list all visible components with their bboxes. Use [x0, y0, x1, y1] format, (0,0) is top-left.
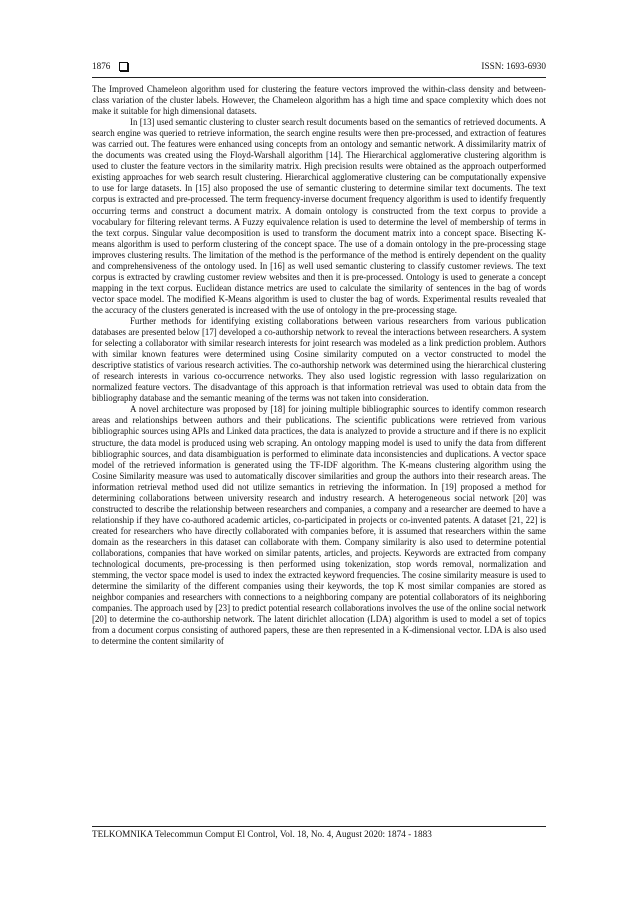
checkbox-square-icon — [119, 62, 128, 71]
footer-divider — [92, 826, 546, 827]
paragraph: Further methods for identifying existing collaborations between various researchers from various publication databases are presented below [17] developed a co-authorship network to reveal the interactions between researchers. A system for selecting a collaborator with similar research interests for joint research was modeled as a link prediction problem. Authors with similar known features were determined using Cosine similarity computed on a vector constructed to model the descriptive statistics of various research activities. The co-authorship network was determined using the hierarchical clustering of research interests in various co-occurrence networks. They also used logistic regression with lasso regularization on normalized feature vectors. The disadvantage of this approach is that information retrieval was used to obtain data from the bibliography database and the semantic meaning of the terms was not taken into consideration. — [92, 315, 546, 404]
paragraph: The Improved Chameleon algorithm used for clustering the feature vectors improved the within-class density and between-class variation of the cluster labels. However, the Chameleon algorithm has a high time and space complexity which does not make it suitable for high dimensional datasets. — [92, 84, 546, 117]
paragraph: In [13] used semantic clustering to cluster search result documents based on the semantics of retrieved documents. A search engine was queried to retrieve information, the search engine results were then pre-processed, and extraction of features was carried out. The features were enhanced using concepts from an ontology and semantic network. A dissimilarity matrix of the documents was created using the Floyd-Warshall algorithm [14]. The Hierarchical agglomerative clustering algorithm is used to cluster the feature vectors in the similarity matrix. High precision results were obtained as the approach outperformed existing approaches for web search result clustering. Hierarchical agglomerative clustering can be computationally expensive to use for large datasets. In [15] also proposed the use of semantic clustering to determine similar text documents. The text corpus is extracted and pre-processed. The term frequency-inverse document frequency algorithm is used to identify frequently occurring terms and construct a document matrix. A domain ontology is constructed from the text corpus to provide a vocabulary for filtering relevant terms. A Fuzzy equivalence relation is used to determine the level of membership of terms in the text corpus. Singular value decomposition is used to transform the document matrix into a concept space. Bisecting K-means algorithm is used to perform clustering of the concept space. The use of a domain ontology in the pre-processing stage improves clustering results. The limitation of the method is the performance of the method is entirely dependent on the quality and comprehensiveness of the ontology used. In [16] as well used semantic clustering to classify customer reviews. The text corpus is extracted by crawling customer review websites and then it is pre-processed. Ontology is used to generate a concept mapping in the text corpus. Euclidean distance metrics are used to calculate the similarity of sentences in the bag of words vector space model. The modified K-Means algorithm is used to cluster the bag of words. Experimental results revealed that the accuracy of the clusters generated is increased with the use of ontology in the pre-processing stage. — [92, 117, 546, 315]
header-divider — [92, 77, 546, 78]
page-number: 1876 — [92, 61, 111, 71]
journal-citation: TELKOMNIKA Telecommun Comput El Control, Vol. 18, No. 4, August 2020: 1874 - 1883 — [92, 829, 432, 839]
issn-label: ISSN: 1693-6930 — [481, 61, 546, 71]
body-text — [92, 84, 546, 647]
paragraph: A novel architecture was proposed by [18] for joining multiple bibliographic sources to identify common research areas and relationships between authors and their publications. The scientific publications were retrieved from various bibliographic sources using APIs and Linked data practices, the data is analyzed to provide a structure and if there is no explicit structure, the data model is produced using web scraping. An ontology mapping model is used to unify the data from different bibliographic sources, and data disambiguation is performed to eliminate data inconsistencies and duplications. A vector space model of the retrieved information is generated using the TF-IDF algorithm. The K-means clustering algorithm using the Cosine Similarity measure was used to automatically discover similarities and group the authors into their research areas. The information retrieval method used did not utilize semantics in retrieving the information. In [19] proposed a method for determining collaborations between university research and industry research. A heterogeneous social network [20] was constructed to describe the relationship between researchers and companies, a company and a researcher are deemed to have a relationship if they have co-authored academic articles, co-participated in projects or co-invented patents. A dataset [21, 22] is created for researchers who have directly collaborated with companies before, it is assumed that researchers within the same domain as the researchers in this dataset can collaborate with them. Company similarity is also used to determine potential collaborations, companies that have worked on similar patents, articles, and projects. Keywords are extracted from company technological documents, pre-processing is then performed using tokenization, stop words removal, normalization and stemming, the vector space model is used to index the extracted keyword frequencies. The cosine similarity measure is used to determine the similarity of the different companies using their keywords, the top K most similar companies are stored as neighbor companies and researchers with connections to a neighboring company are potential collaborators of its neighboring companies. The approach used by [23] to predict potential research collaborations involves the use of the online social network [20] to determine the co-authorship network. The latent dirichlet allocation (LDA) algorithm is used to model a set of topics from a document corpus consisting of authored papers, these are then represented in a K-dimensional vector. LDA is also used to determine the content similarity of — [92, 404, 546, 647]
page-header — [92, 61, 546, 75]
